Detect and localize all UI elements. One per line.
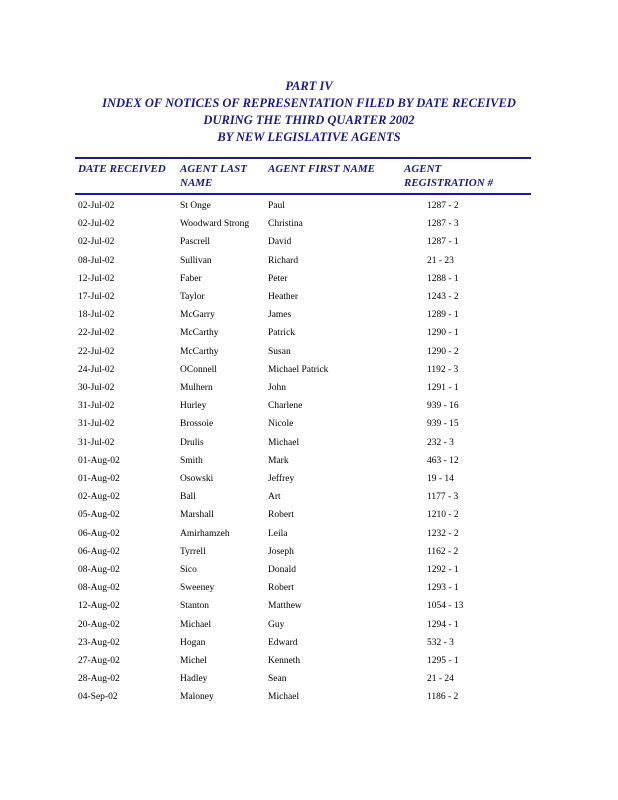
column-header-last-name: AGENT LAST NAME	[180, 163, 247, 189]
table-row	[0, 582, 618, 600]
registration-cell: 21 - 24	[427, 674, 454, 685]
last-name-cell: McCarthy	[180, 346, 219, 357]
table-row	[0, 473, 618, 491]
last-name-cell: Hadley	[180, 674, 208, 685]
registration-cell: 232 - 3	[427, 437, 454, 448]
first-name-cell: David	[268, 237, 292, 248]
last-name-cell: Smith	[180, 455, 203, 466]
last-name-cell: Osowski	[180, 474, 214, 484]
table-row	[0, 637, 618, 655]
column-header-first-name: AGENT FIRST NAME	[268, 163, 375, 175]
date-cell: 08-Aug-02	[78, 565, 120, 575]
first-name-cell: Jeffrey	[268, 474, 295, 484]
registration-cell: 463 - 12	[427, 455, 459, 466]
table-row	[0, 255, 618, 273]
registration-cell: 1243 - 2	[427, 292, 459, 302]
date-cell: 27-Aug-02	[78, 656, 120, 666]
registration-cell: 1287 - 1	[427, 237, 459, 248]
first-name-cell: Edward	[268, 637, 298, 648]
first-name-cell: John	[268, 383, 286, 393]
table-row	[0, 291, 618, 309]
registration-cell: 1288 - 1	[427, 273, 459, 284]
date-cell: 22-Jul-02	[78, 346, 115, 357]
table-row	[0, 309, 618, 327]
table-row	[0, 236, 618, 254]
column-header-registration: AGENT REGISTRATION #	[404, 163, 493, 189]
first-name-cell: Matthew	[268, 601, 302, 612]
registration-cell: 1210 - 2	[427, 510, 459, 521]
table-row	[0, 619, 618, 637]
table-row	[0, 364, 618, 382]
registration-cell: 1291 - 1	[427, 383, 459, 393]
date-cell: 12-Jul-02	[78, 273, 115, 284]
last-name-cell: Sico	[180, 565, 197, 575]
registration-cell: 1293 - 1	[427, 583, 459, 594]
first-name-cell: James	[268, 310, 292, 321]
report-period: DURING THE THIRD QUARTER 2002	[203, 113, 415, 127]
first-name-cell: Joseph	[268, 546, 294, 557]
date-cell: 06-Aug-02	[78, 546, 120, 557]
last-name-cell: Ball	[180, 492, 196, 503]
date-cell: 31-Jul-02	[78, 401, 115, 412]
registration-cell: 1290 - 1	[427, 328, 459, 339]
date-cell: 30-Jul-02	[78, 383, 115, 393]
registration-cell: 532 - 3	[427, 637, 454, 648]
date-cell: 17-Jul-02	[78, 292, 115, 302]
date-cell: 05-Aug-02	[78, 510, 120, 521]
date-cell: 24-Jul-02	[78, 364, 115, 375]
first-name-cell: Christina	[268, 219, 303, 230]
first-name-cell: Michael Patrick	[268, 364, 329, 375]
first-name-cell: Robert	[268, 583, 294, 594]
first-name-cell: Leila	[268, 528, 288, 539]
last-name-cell: Brossoie	[180, 419, 214, 430]
table-row	[0, 273, 618, 291]
first-name-cell: Nicole	[268, 419, 294, 430]
first-name-cell: Heather	[268, 292, 299, 302]
first-name-cell: Patrick	[268, 328, 295, 339]
first-name-cell: Donald	[268, 565, 296, 575]
date-cell: 02-Jul-02	[78, 201, 115, 211]
last-name-cell: Faber	[180, 273, 202, 284]
last-name-cell: Taylor	[180, 292, 205, 302]
last-name-cell: Stanton	[180, 601, 210, 612]
table-row	[0, 655, 618, 673]
table-row	[0, 218, 618, 236]
last-name-cell: Hogan	[180, 637, 206, 648]
date-cell: 31-Jul-02	[78, 437, 115, 448]
first-name-cell: Peter	[268, 273, 288, 284]
last-name-cell: Tyrrell	[180, 546, 206, 557]
registration-cell: 1295 - 1	[427, 656, 459, 666]
last-name-cell: Amirhamzeh	[180, 528, 230, 539]
date-cell: 04-Sep-02	[78, 692, 118, 703]
table-row	[0, 564, 618, 582]
date-cell: 02-Jul-02	[78, 237, 115, 248]
registration-cell: 939 - 16	[427, 401, 459, 412]
date-cell: 02-Jul-02	[78, 219, 115, 230]
first-name-cell: Art	[268, 492, 281, 503]
date-cell: 20-Aug-02	[78, 619, 120, 630]
last-name-cell: St Onge	[180, 201, 211, 211]
date-cell: 01-Aug-02	[78, 455, 120, 466]
table-row	[0, 200, 618, 218]
table-row	[0, 455, 618, 473]
date-cell: 08-Aug-02	[78, 583, 120, 594]
table-row	[0, 437, 618, 455]
registration-cell: 1054 - 13	[427, 601, 464, 612]
first-name-cell: Robert	[268, 510, 294, 521]
table-row	[0, 491, 618, 509]
table-row	[0, 528, 618, 546]
first-name-cell: Guy	[268, 619, 285, 630]
registration-cell: 1192 - 3	[427, 364, 459, 375]
first-name-cell: Mark	[268, 455, 289, 466]
first-name-cell: Charlene	[268, 401, 303, 412]
registration-cell: 1290 - 2	[427, 346, 459, 357]
date-cell: 28-Aug-02	[78, 674, 120, 685]
last-name-cell: Michel	[180, 656, 207, 666]
registration-cell: 1287 - 3	[427, 219, 459, 230]
table-row	[0, 691, 618, 709]
registration-cell: 1287 - 2	[427, 201, 459, 211]
last-name-cell: Sweeney	[180, 583, 215, 594]
part-title: PART IV	[285, 79, 333, 93]
header-rule-bottom	[75, 193, 531, 195]
first-name-cell: Michael	[268, 692, 300, 703]
table-row	[0, 673, 618, 691]
registration-cell: 19 - 14	[427, 474, 454, 484]
first-name-cell: Sean	[268, 674, 287, 685]
last-name-cell: Hurley	[180, 401, 207, 412]
first-name-cell: Paul	[268, 201, 285, 211]
date-cell: 08-Jul-02	[78, 255, 115, 266]
last-name-cell: Michael	[180, 619, 212, 630]
last-name-cell: Marshall	[180, 510, 214, 521]
date-cell: 18-Jul-02	[78, 310, 115, 321]
table-row	[0, 346, 618, 364]
registration-cell: 1232 - 2	[427, 528, 459, 539]
table-row	[0, 327, 618, 345]
registration-cell: 1177 - 3	[427, 492, 459, 503]
table-row	[0, 509, 618, 527]
table-row	[0, 600, 618, 618]
report-subtitle: BY NEW LEGISLATIVE AGENTS	[217, 130, 401, 144]
date-cell: 31-Jul-02	[78, 419, 115, 430]
last-name-cell: OConnell	[180, 364, 217, 375]
registration-cell: 21 - 23	[427, 255, 454, 266]
last-name-cell: Woodward Strong	[180, 219, 250, 230]
table-row	[0, 418, 618, 436]
report-heading	[0, 78, 618, 146]
last-name-cell: Sullivan	[180, 255, 212, 266]
registration-cell: 1186 - 2	[427, 692, 459, 703]
table-row	[0, 400, 618, 418]
date-cell: 12-Aug-02	[78, 601, 120, 612]
last-name-cell: McCarthy	[180, 328, 219, 339]
date-cell: 02-Aug-02	[78, 492, 120, 503]
first-name-cell: Michael	[268, 437, 300, 448]
registration-cell: 1294 - 1	[427, 619, 459, 630]
first-name-cell: Susan	[268, 346, 291, 357]
report-title: INDEX OF NOTICES OF REPRESENTATION FILED BY DATE RECEIVED	[102, 96, 516, 110]
date-cell: 06-Aug-02	[78, 528, 120, 539]
last-name-cell: Maloney	[180, 692, 214, 703]
table-row	[0, 382, 618, 400]
table-row	[0, 546, 618, 564]
column-header-date: DATE RECEIVED	[78, 163, 166, 175]
first-name-cell: Richard	[268, 255, 299, 266]
date-cell: 23-Aug-02	[78, 637, 120, 648]
registration-cell: 1289 - 1	[427, 310, 459, 321]
registration-cell: 1162 - 2	[427, 546, 459, 557]
registration-cell: 1292 - 1	[427, 565, 459, 575]
last-name-cell: Drulis	[180, 437, 204, 448]
date-cell: 01-Aug-02	[78, 474, 120, 484]
first-name-cell: Kenneth	[268, 656, 301, 666]
last-name-cell: Mulhern	[180, 383, 213, 393]
date-cell: 22-Jul-02	[78, 328, 115, 339]
last-name-cell: McGarry	[180, 310, 215, 321]
registration-cell: 939 - 15	[427, 419, 459, 430]
last-name-cell: Pascrell	[180, 237, 211, 248]
header-rule-top	[75, 157, 531, 159]
